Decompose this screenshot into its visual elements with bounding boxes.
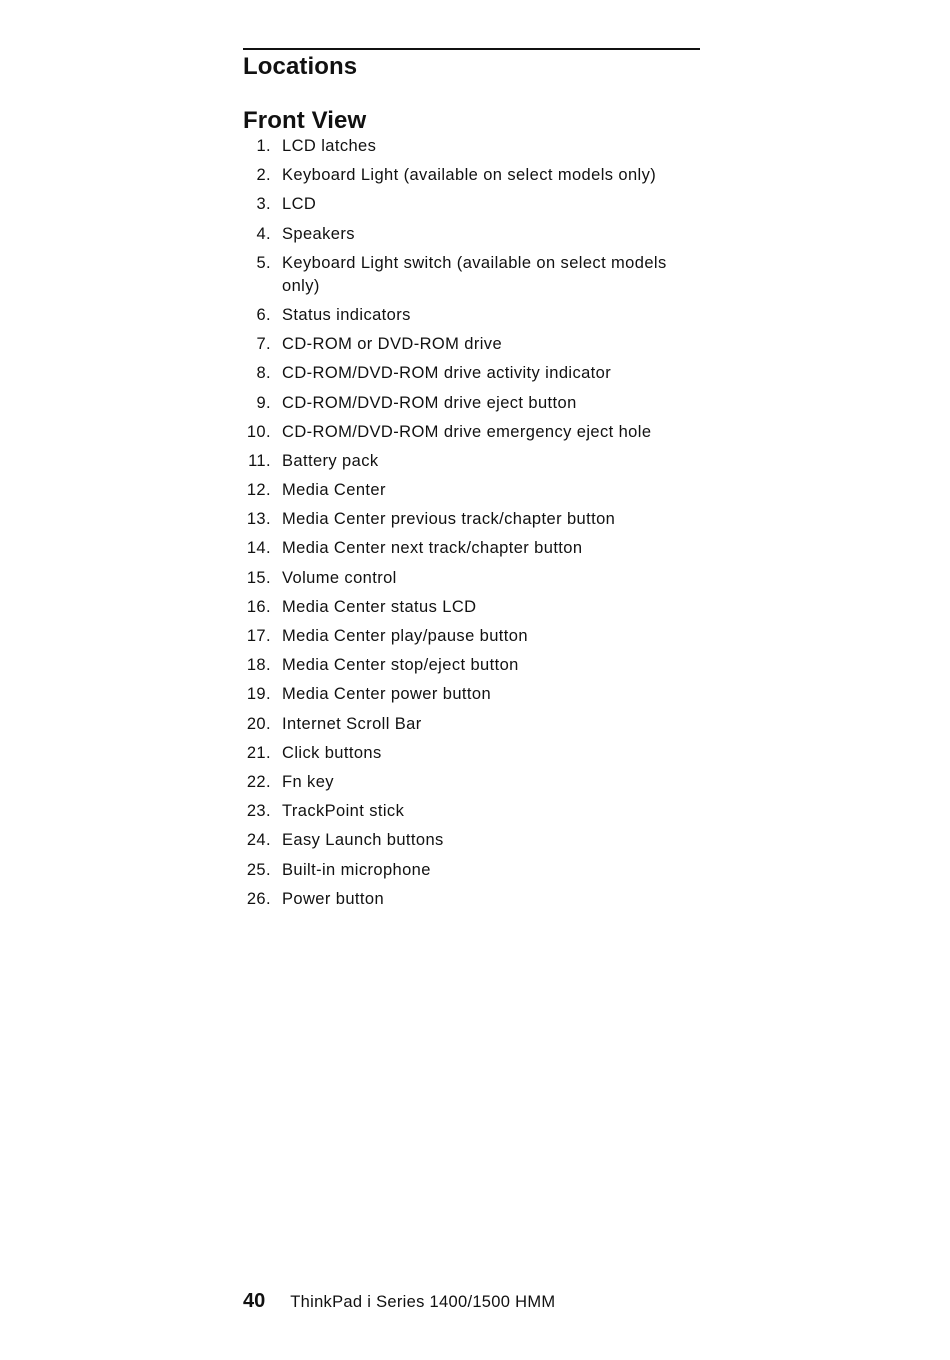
list-item-text: Click buttons — [282, 743, 382, 762]
locations-list — [243, 135, 683, 917]
list-item — [243, 304, 683, 327]
subsection-title: Front View — [243, 107, 367, 134]
list-item — [243, 800, 683, 823]
list-item-number: 3. — [256, 195, 271, 214]
list-item-text: CD-ROM or DVD-ROM drive — [282, 335, 503, 354]
list-item — [243, 654, 683, 677]
list-item-number: 24. — [246, 831, 271, 850]
list-item — [243, 252, 683, 298]
list-item — [243, 193, 683, 216]
list-item-text: Media Center stop/eject button — [282, 656, 519, 675]
list-item-text: CD-ROM/DVD-ROM drive eject button — [282, 393, 577, 412]
list-item-number: 6. — [256, 305, 271, 324]
list-item-text: Media Center status LCD — [282, 597, 477, 616]
list-item-number: 18. — [246, 656, 271, 675]
list-item — [243, 713, 683, 736]
list-item — [243, 625, 683, 648]
list-item-number: 15. — [246, 568, 271, 587]
list-item-text: Built-in microphone — [282, 860, 431, 879]
list-item-number: 19. — [246, 685, 271, 704]
list-item — [243, 135, 683, 158]
list-item — [243, 742, 683, 765]
list-item-number: 23. — [246, 802, 271, 821]
list-item — [243, 888, 683, 911]
list-item-number: 13. — [246, 510, 271, 529]
list-item-number: 2. — [256, 166, 271, 185]
list-item-text: CD-ROM/DVD-ROM drive activity indicator — [282, 364, 612, 383]
section-rule — [243, 48, 700, 50]
list-item-text: Status indicators — [282, 305, 411, 324]
list-item-number: 17. — [246, 627, 271, 645]
list-item-text: Media Center play/pause button — [282, 627, 528, 645]
list-item-number: 8. — [256, 364, 271, 383]
list-item — [243, 223, 683, 246]
list-item-text: Keyboard Light (available on select models only) — [282, 166, 657, 185]
list-item-text: Internet Scroll Bar — [282, 714, 422, 733]
list-item-text: LCD latches — [282, 137, 377, 155]
list-item-text: Speakers — [282, 224, 355, 243]
list-item — [243, 537, 683, 560]
list-item-text: Power button — [282, 889, 385, 908]
list-item — [243, 508, 683, 531]
list-item-text: Media Center — [282, 481, 386, 500]
list-item-text: TrackPoint stick — [282, 802, 405, 821]
list-item — [243, 479, 683, 502]
list-item — [243, 683, 683, 706]
list-item-text: Volume control — [282, 568, 397, 587]
list-item-text: Media Center next track/chapter button — [282, 539, 583, 558]
list-item — [243, 450, 683, 473]
list-item-number: 7. — [256, 335, 271, 354]
list-item — [243, 164, 683, 187]
list-item — [243, 421, 683, 444]
list-item — [243, 333, 683, 356]
list-item-text: Fn key — [282, 772, 334, 791]
list-item-text: Media Center power button — [282, 685, 492, 704]
list-item-number: 25. — [246, 860, 271, 879]
page-footer — [243, 1290, 555, 1313]
list-item — [243, 567, 683, 590]
list-item-text: Battery pack — [282, 451, 379, 470]
list-item-number: 10. — [246, 422, 271, 441]
list-item — [243, 859, 683, 882]
footer-title: ThinkPad i Series 1400/1500 HMM — [290, 1293, 556, 1311]
list-item-number: 12. — [246, 481, 271, 500]
list-item — [243, 362, 683, 385]
list-item-text: LCD — [282, 195, 317, 214]
section-title: Locations — [243, 53, 358, 80]
list-item — [243, 392, 683, 415]
list-item-number: 1. — [256, 137, 271, 155]
list-item-number: 26. — [246, 889, 271, 908]
list-item-number: 5. — [256, 253, 271, 272]
list-item-number: 14. — [246, 539, 271, 558]
list-item-number: 22. — [246, 772, 271, 791]
list-item-number: 11. — [248, 451, 271, 470]
list-item-text: Media Center previous track/chapter button — [282, 510, 616, 529]
list-item-number: 4. — [256, 224, 271, 243]
list-item-text: Easy Launch buttons — [282, 831, 444, 850]
list-item-text: CD-ROM/DVD-ROM drive emergency eject hole — [282, 422, 652, 441]
list-item-number: 9. — [256, 393, 271, 412]
list-item-text: Keyboard Light switch (available on select models only) — [282, 253, 667, 295]
page-number: 40 — [243, 1290, 266, 1312]
list-item-number: 21. — [246, 743, 271, 762]
list-item — [243, 771, 683, 794]
list-item — [243, 596, 683, 619]
list-item-number: 16. — [246, 597, 271, 616]
list-item — [243, 829, 683, 852]
list-item-number: 20. — [246, 714, 271, 733]
